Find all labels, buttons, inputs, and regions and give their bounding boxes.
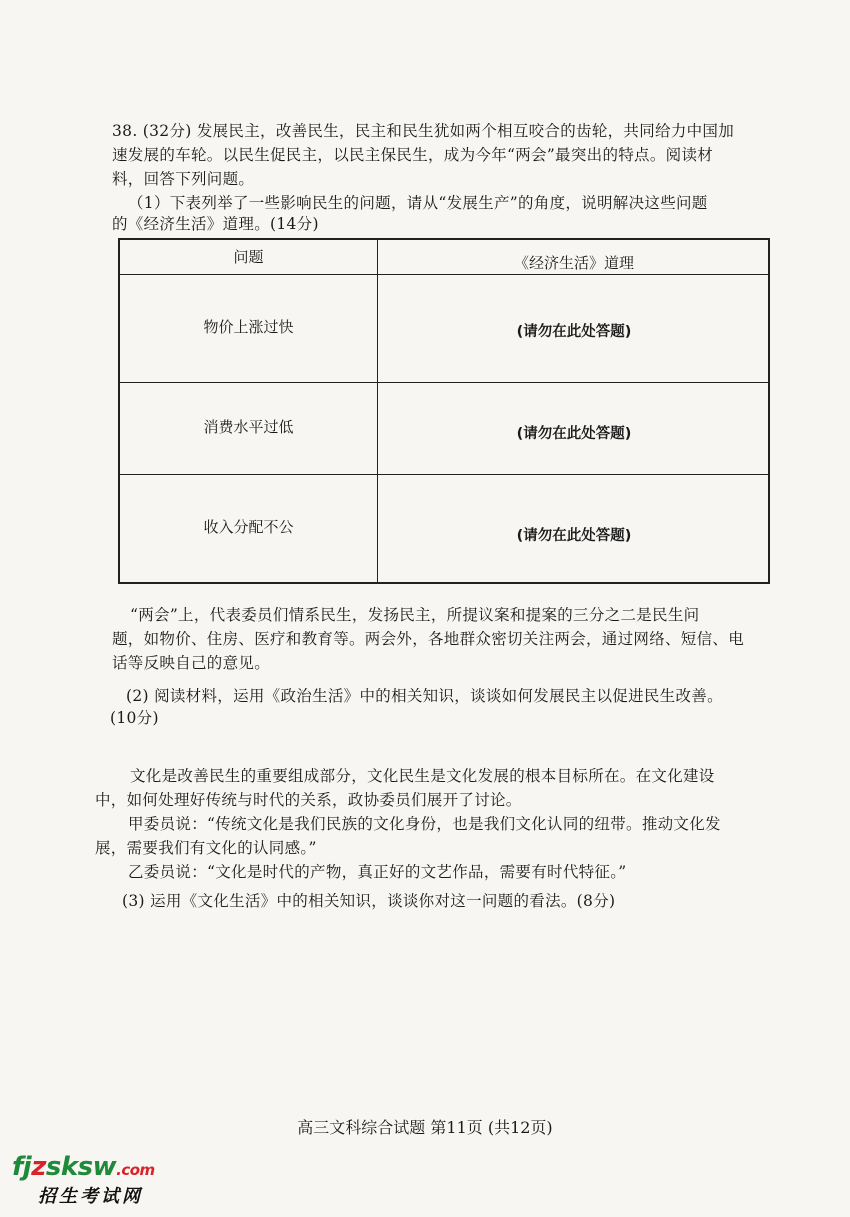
watermark-tagline: 招生考试网 (38, 1186, 143, 1207)
part1-line-2: 的《经济生活》道理。(14分) (112, 215, 319, 233)
material2-line-2: 题，如物价、住房、医疗和教育等。两会外，各地群众密切关注两会，通过网络、短信、电 (112, 630, 745, 648)
watermark-logo (12, 1152, 155, 1182)
table-row-issue: 物价上涨过快 (203, 318, 294, 336)
table-row-answer-placeholder: (请勿在此处答题) (516, 528, 632, 544)
part3-line-1: (3) 运用《文化生活》中的相关知识，谈谈你对这一问题的看法。(8分) (122, 892, 616, 910)
q38-line-3: 料，回答下列问题。 (112, 170, 255, 188)
watermark-logo-part: z (31, 1152, 46, 1182)
material2-line-1: “两会”上，代表委员们情系民生，发扬民主，所提议案和提案的三分之二是民生问 (130, 606, 700, 624)
q38-line-2: 速发展的车轮。以民生促民主，以民主保民生，成为今年“两会”最突出的特点。阅读材 (112, 146, 714, 164)
table-row-divider (120, 382, 768, 383)
part2-line-1: (2) 阅读材料，运用《政治生活》中的相关知识，谈谈如何发展民主以促进民生改善。 (126, 687, 723, 705)
table-row-issue: 收入分配不公 (203, 518, 294, 536)
material2-line-3: 话等反映自己的意见。 (112, 654, 271, 672)
table-row-answer-placeholder: (请勿在此处答题) (516, 426, 632, 442)
table-header-divider (120, 274, 768, 275)
material3-line-2: 中，如何处理好传统与时代的关系，政协委员们展开了讨论。 (95, 791, 522, 809)
table-row-issue: 消费水平过低 (203, 418, 294, 436)
site-watermark (12, 1152, 155, 1208)
part1-line-1: （1）下表列举了一些影响民生的问题，请从“发展生产”的角度，说明解决这些问题 (128, 194, 708, 212)
watermark-logo-domain: .com (116, 1161, 155, 1179)
page-footer: 高三文科综合试题 第11页 (共12页) (297, 1118, 553, 1137)
watermark-logo-part: sksw (45, 1152, 117, 1182)
material3-line-3: 甲委员说：“传统文化是我们民族的文化身份，也是我们文化认同的纽带。推动文化发 (128, 815, 721, 833)
material3-line-1: 文化是改善民生的重要组成部分，文化民生是文化发展的根本目标所在。在文化建设 (130, 767, 715, 785)
table-row-divider (120, 474, 768, 475)
part2-line-2: (10分) (110, 709, 159, 727)
material3-line-5: 乙委员说：“文化是时代的产物，真正好的文艺作品，需要有时代特征。” (128, 863, 627, 881)
economics-table (118, 238, 770, 584)
table-header-issue: 问题 (233, 248, 264, 266)
watermark-logo-part: fj (12, 1152, 32, 1182)
material3-line-4: 展，需要我们有文化的认同感。” (95, 839, 317, 857)
q38-line-1: 38. (32分) 发展民主，改善民生，民主和民生犹如两个相互咬合的齿轮，共同给力中国加 (112, 122, 735, 140)
table-row-answer-placeholder: (请勿在此处答题) (516, 324, 632, 340)
table-header-principle: 《经济生活》道理 (513, 254, 634, 272)
